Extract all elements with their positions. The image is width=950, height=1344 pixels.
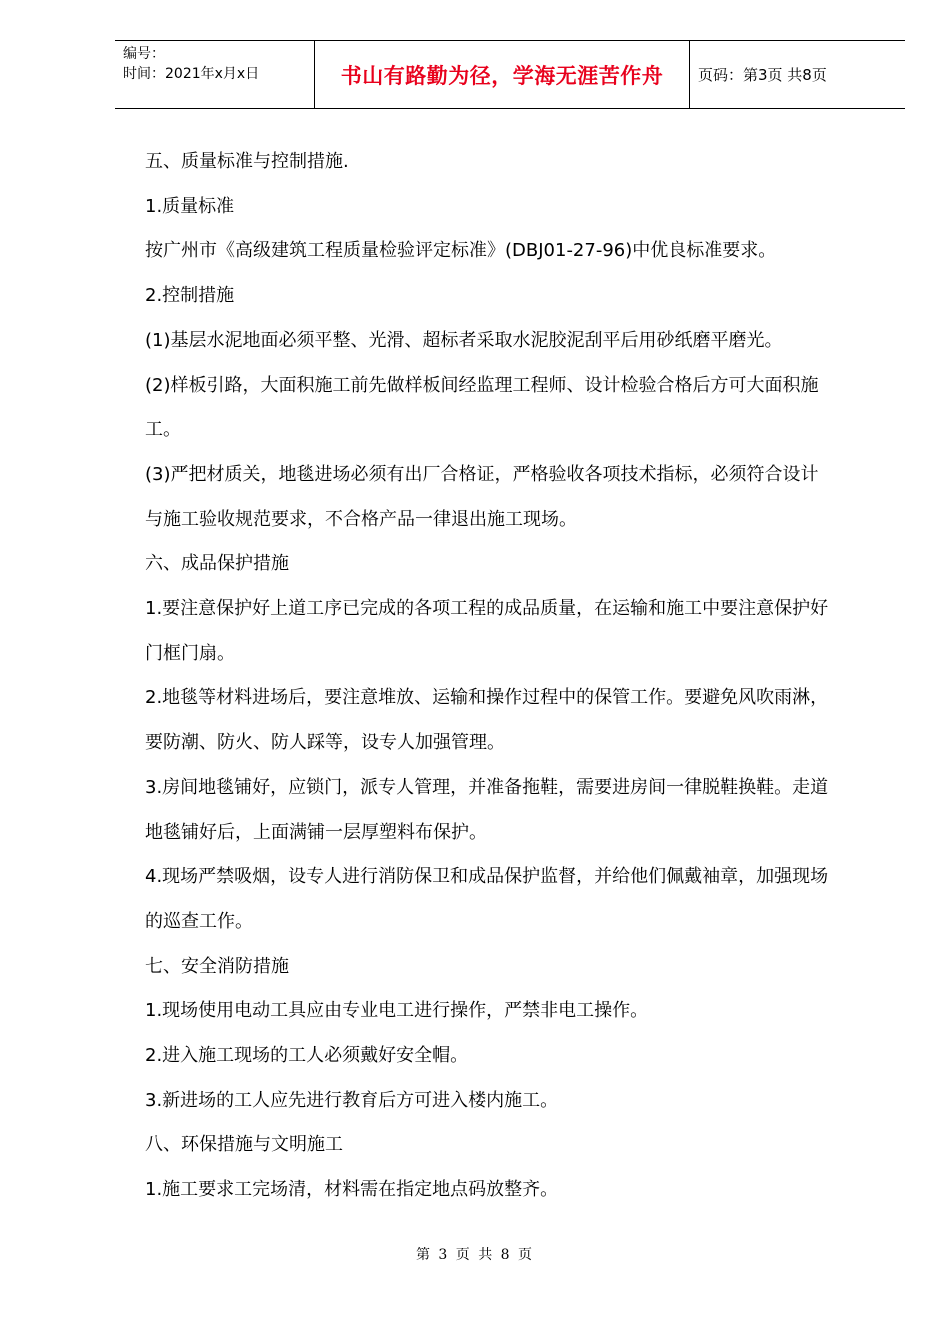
body-line: 地毯铺好后，上面满铺一层厚塑料布保护。 (145, 821, 487, 843)
body-line: 1.要注意保护好上道工序已完成的各项工程的成品质量，在运输和施工中要注意保护好 (145, 598, 829, 620)
body-line: 1.质量标准 (145, 195, 235, 217)
body-line: 3.新进场的工人应先进行教育后方可进入楼内施工。 (145, 1089, 559, 1111)
body-line: (2)样板引路，大面积施工前先做样板间经监理工程师、设计检验合格后方可大面积施 (145, 374, 819, 396)
body-line: 要防潮、防火、防人踩等，设专人加强管理。 (145, 732, 505, 754)
body-line: 六、成品保护措施 (145, 553, 289, 575)
body-line: 工。 (145, 419, 181, 441)
body-line: 3.房间地毯铺好，应锁门，派专人管理，并准备拖鞋，需要进房间一律脱鞋换鞋。走道 (145, 776, 829, 798)
header-motto: 书山有路勤为径，学海无涯苦作舟 (315, 41, 690, 108)
body-line: (3)严把材质关，地毯进场必须有出厂合格证，严格验收各项技术指标，必须符合设计 (145, 463, 819, 485)
time-label: 时间：2021年x月x日 (123, 66, 260, 82)
body-line: (1)基层水泥地面必须平整、光滑、超标者采取水泥胶泥刮平后用砂纸磨平磨光。 (145, 329, 783, 351)
document-header (115, 40, 905, 109)
page-footer: 第 3 页 共 8 页 (415, 1247, 535, 1263)
header-meta (115, 41, 315, 108)
number-label: 编号： (123, 46, 165, 62)
body-line: 的巡查工作。 (145, 910, 253, 932)
body-line: 2.进入施工现场的工人必须戴好安全帽。 (145, 1045, 469, 1067)
body-line: 门框门扇。 (145, 642, 235, 664)
body-line: 2.控制措施 (145, 285, 235, 307)
body-line: 2.地毯等材料进场后，要注意堆放、运输和操作过程中的保管工作。要避免风吹雨淋， (145, 687, 829, 709)
body-line: 1.施工要求工完场清，材料需在指定地点码放整齐。 (145, 1179, 559, 1201)
body-line: 与施工验收规范要求，不合格产品一律退出施工现场。 (145, 508, 577, 530)
body-line: 八、环保措施与文明施工 (145, 1134, 343, 1156)
body-line: 4.现场严禁吸烟，设专人进行消防保卫和成品保护监督，并给他们佩戴袖章，加强现场 (145, 866, 829, 888)
body-line: 五、质量标准与控制措施. (145, 151, 349, 172)
body-line: 按广州市《高级建筑工程质量检验评定标准》(DBJ01-27-96)中优良标准要求。 (145, 240, 777, 262)
body-line: 七、安全消防措施 (145, 955, 289, 977)
body-line: 1.现场使用电动工具应由专业电工进行操作，严禁非电工操作。 (145, 1000, 649, 1022)
header-page-info: 页码：第3页 共8页 (698, 66, 827, 84)
document-body (145, 140, 885, 1213)
